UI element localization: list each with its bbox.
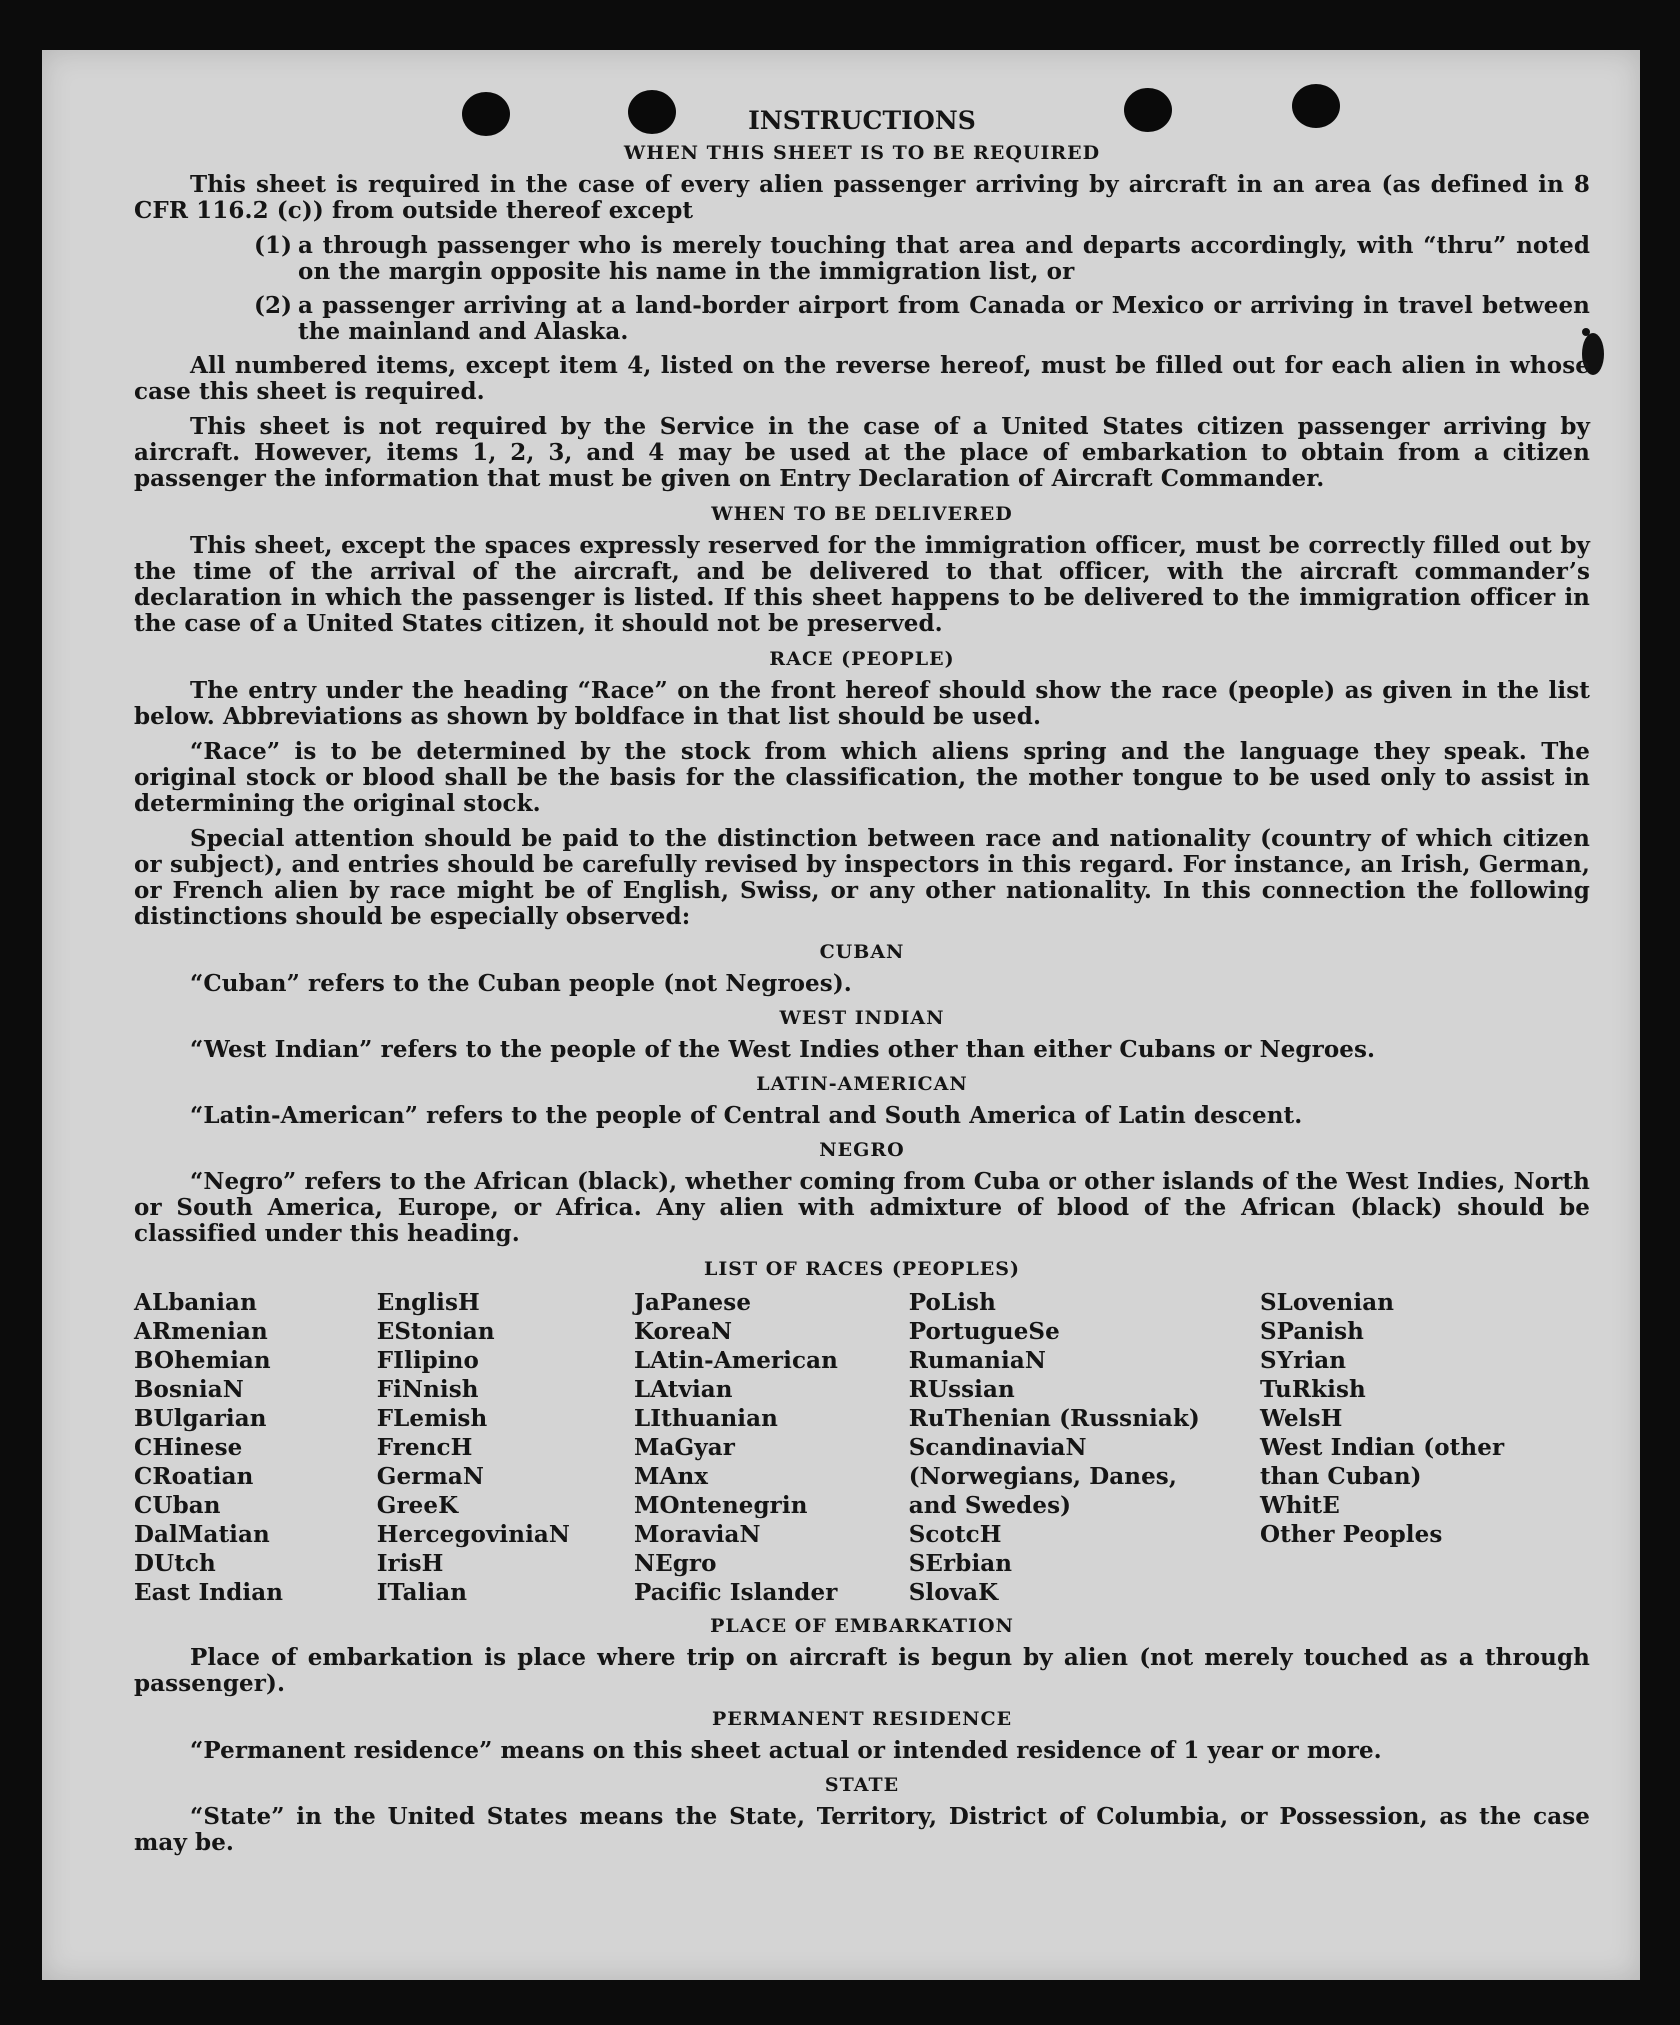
paragraph: “Negro” refers to the African (black), whether coming from Cuba or other islands of the West Indies, North or South America, Europe, or Africa. Any alien with admixture of blood of the African (black) should be classified under this heading. — [134, 1168, 1590, 1247]
item-number: (1) — [254, 232, 293, 259]
section-heading: PERMANENT RESIDENCE — [711, 1708, 1013, 1730]
race-entry: HercegoviniaN — [376, 1521, 571, 1548]
section-heading: CUBAN — [819, 941, 905, 963]
race-entry: WhitE — [1259, 1492, 1340, 1519]
race-entry: East Indian — [134, 1579, 284, 1606]
race-entry: CHinese — [134, 1434, 243, 1461]
race-entry: Pacific Islander — [633, 1579, 838, 1606]
item-text: a through passenger who is merely touching that area and departs accordingly, with “thru” noted on the margin opposite his name in the immigration list, or — [298, 232, 1590, 285]
races-list — [134, 1288, 1590, 1607]
race-entry: RuThenian (Russniak) — [908, 1405, 1200, 1432]
race-entry: ALbanian — [134, 1289, 257, 1316]
races-column — [1260, 1288, 1590, 1607]
paragraph: This sheet is not required by the Service in the case of a United States citizen passenger arriving by aircraft. However, items 1, 2, 3, and 4 may be used at the place of embarkation to obtain from a citizen passenger the information that must be given on Entry Declaration of Aircraft Commander. — [134, 413, 1590, 492]
race-entry: West Indian (other than Cuban) — [1259, 1434, 1505, 1490]
paragraph: Special attention should be paid to the distinction between race and nationality (country of which citizen or subject), and entries should be carefully revised by inspectors in this regard. For instance, an Irish, German, or French alien by race might be of English, Swiss, or any other nationality. In this connection the following distinctions should be especially observed: — [134, 825, 1590, 930]
race-entry: MOntenegrin — [633, 1492, 808, 1519]
page-title: INSTRUCTIONS — [748, 106, 976, 135]
race-entry: ITalian — [376, 1579, 468, 1606]
section-heading: NEGRO — [819, 1139, 905, 1161]
race-entry: EnglisH — [376, 1289, 480, 1316]
section-heading: STATE — [824, 1774, 900, 1796]
paragraph: This sheet is required in the case of every alien passenger arriving by aircraft in an area (as defined in 8 CFR 116.2 (c)) from outside thereof except — [134, 171, 1590, 224]
race-entry: DalMatian — [134, 1521, 270, 1548]
list-item — [254, 233, 1590, 285]
paragraph: “Race” is to be determined by the stock from which aliens spring and the language they speak. The original stock or blood shall be the basis for the classification, the mother tongue to be used only to assist in determining the original stock. — [134, 738, 1590, 817]
paragraph: The entry under the heading “Race” on the front hereof should show the race (people) as given in the list below. Abbreviations as shown by boldface in that list should be used. — [134, 677, 1590, 730]
race-entry: ARmenian — [134, 1318, 268, 1345]
race-entry: SYrian — [1259, 1347, 1347, 1374]
race-entry: LIthuanian — [633, 1405, 778, 1432]
race-entry: IrisH — [376, 1550, 444, 1577]
race-entry: JaPanese — [633, 1289, 752, 1316]
paragraph: “State” in the United States means the State, Territory, District of Columbia, or Possession, as the case may be. — [134, 1803, 1590, 1856]
race-entry: ScandinaviaN (Norwegians, Danes, and Swedes) — [908, 1434, 1177, 1519]
race-entry: FiNnish — [376, 1376, 479, 1403]
race-entry: GermaN — [376, 1463, 484, 1490]
race-entry: GreeK — [376, 1492, 459, 1519]
race-entry: NEgro — [633, 1550, 717, 1577]
paragraph: Place of embarkation is place where trip on aircraft is begun by alien (not merely touched as a through passenger). — [134, 1644, 1590, 1697]
race-entry: EStonian — [376, 1318, 495, 1345]
race-entry: SLovenian — [1259, 1289, 1395, 1316]
race-entry: LAtvian — [633, 1376, 733, 1403]
race-entry: BUlgarian — [134, 1405, 267, 1432]
section-heading: WEST INDIAN — [779, 1007, 945, 1029]
race-entry: PortugueSe — [908, 1318, 1060, 1345]
race-entry: SPanish — [1259, 1318, 1364, 1345]
section-heading: RACE (PEOPLE) — [769, 648, 955, 670]
item-number: (2) — [254, 292, 293, 319]
race-entry: Other Peoples — [1259, 1521, 1443, 1548]
races-column — [634, 1288, 909, 1607]
race-entry: FrencH — [376, 1434, 473, 1461]
section-heading: LIST OF RACES (PEOPLES) — [704, 1258, 1020, 1280]
race-entry: ScotcH — [908, 1521, 1002, 1548]
race-entry: MoraviaN — [633, 1521, 761, 1548]
race-entry: LAtin-American — [633, 1347, 838, 1374]
paragraph: All numbered items, except item 4, listed on the reverse hereof, must be filled out for each alien in whose case this sheet is required. — [134, 352, 1590, 405]
section-heading: PLACE OF EMBARKATION — [710, 1615, 1014, 1637]
definition-text: “Latin-American” refers to the people of Central and South America of Latin descent. — [190, 1102, 1303, 1129]
race-entry: FIlipino — [376, 1347, 479, 1374]
race-entry: DUtch — [134, 1550, 216, 1577]
race-entry: MAnx — [633, 1463, 709, 1490]
race-entry: SlovaK — [908, 1579, 999, 1606]
race-entry: FLemish — [376, 1405, 488, 1432]
document-page — [42, 50, 1640, 1980]
race-entry: RumaniaN — [908, 1347, 1046, 1374]
race-entry: TuRkish — [1259, 1376, 1366, 1403]
race-entry: SErbian — [908, 1550, 1013, 1577]
section-heading: LATIN-AMERICAN — [756, 1073, 968, 1095]
item-text: a passenger arriving at a land-border airport from Canada or Mexico or arriving in travel between the mainland and Alaska. — [298, 292, 1590, 345]
race-entry: KoreaN — [633, 1318, 733, 1345]
instructions-content — [134, 108, 1590, 1865]
race-entry: BosniaN — [134, 1376, 244, 1403]
definition-text: “Cuban” refers to the Cuban people (not Negroes). — [190, 970, 852, 997]
race-entry: CRoatian — [134, 1463, 254, 1490]
races-column — [377, 1288, 634, 1607]
race-entry: MaGyar — [633, 1434, 735, 1461]
list-item — [254, 293, 1590, 345]
races-column — [909, 1288, 1200, 1607]
race-entry: PoLish — [908, 1289, 996, 1316]
paragraph: This sheet, except the spaces expressly reserved for the immigration officer, must be correctly filled out by the time of the arrival of the aircraft, and be delivered to that officer, with the aircraft commander’s declaration in which the passenger is listed. If this sheet happens to be delivered to the immigration officer in the case of a United States citizen, it should not be preserved. — [134, 532, 1590, 637]
definition-text: “West Indian” refers to the people of the West Indies other than either Cubans or Negroes. — [190, 1036, 1376, 1063]
definition-text: “Permanent residence” means on this sheet actual or intended residence of 1 year or more. — [190, 1737, 1382, 1764]
races-column — [134, 1288, 377, 1607]
section-heading: WHEN THIS SHEET IS TO BE REQUIRED — [623, 142, 1101, 164]
race-entry: CUban — [134, 1492, 221, 1519]
race-entry: BOhemian — [134, 1347, 271, 1374]
race-entry: WelsH — [1259, 1405, 1343, 1432]
race-entry: RUssian — [908, 1376, 1015, 1403]
section-heading: WHEN TO BE DELIVERED — [711, 503, 1013, 525]
